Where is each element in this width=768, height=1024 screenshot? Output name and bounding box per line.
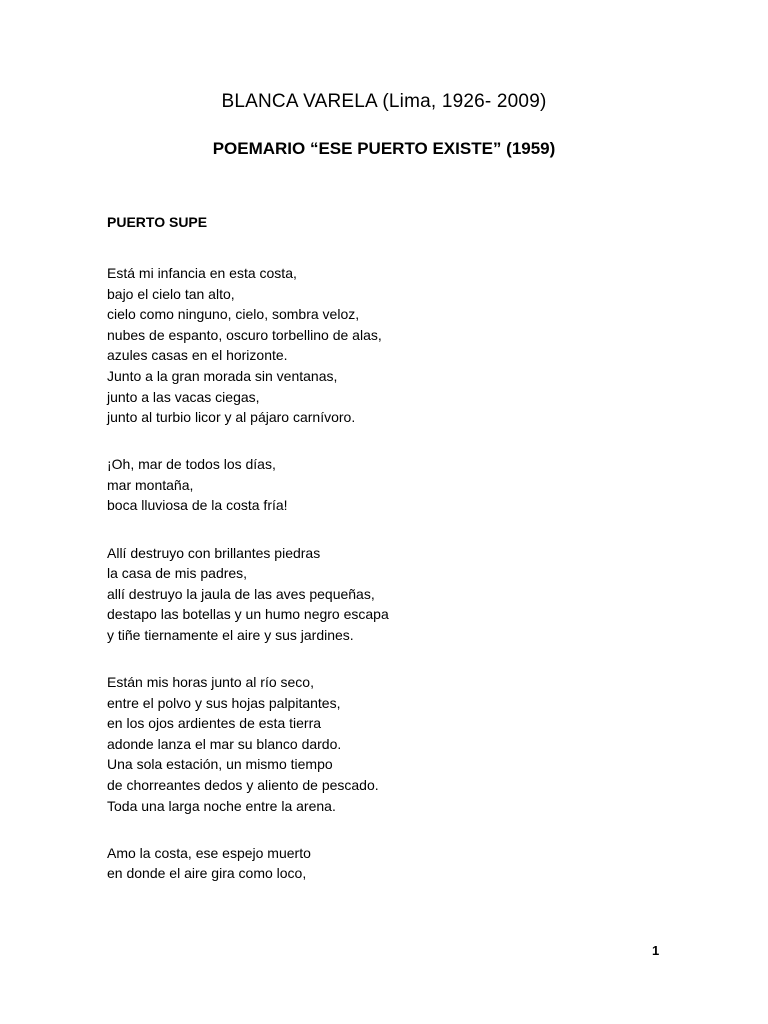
poem-line: junto al turbio licor y al pájaro carnívoro. xyxy=(107,409,356,426)
poem-line: adonde lanza el mar su blanco dardo. xyxy=(107,735,342,752)
poem-title: PUERTO SUPE xyxy=(107,214,208,230)
stanza xyxy=(107,843,707,884)
stanza xyxy=(107,454,707,516)
poem-line: boca lluviosa de la costa fría! xyxy=(107,497,288,514)
poem-line: nubes de espanto, oscuro torbellino de alas, xyxy=(107,326,382,343)
poem-line: allí destruyo la jaula de las aves pequeñas, xyxy=(107,585,375,602)
poem-line: Amo la costa, ese espejo muerto xyxy=(107,844,311,861)
poem-line: ¡Oh, mar de todos los días, xyxy=(107,456,276,473)
poem-line: en los ojos ardientes de esta tierra xyxy=(107,715,322,732)
poem-line: Está mi infancia en esta costa, xyxy=(107,265,297,281)
poem-line: de chorreantes dedos y aliento de pescado. xyxy=(107,776,379,793)
poem-line: Toda una larga noche entre la arena. xyxy=(107,797,336,814)
poem-line: destapo las botellas y un humo negro escapa xyxy=(107,606,389,623)
poem-line: Junto a la gran morada sin ventanas, xyxy=(107,367,338,384)
poem-line: y tiñe tiernamente el aire y sus jardines. xyxy=(107,626,354,643)
poem-line: Allí destruyo con brillantes piedras xyxy=(107,544,321,561)
document-title: BLANCA VARELA (Lima, 1926- 2009) xyxy=(221,91,547,112)
poem-line: Están mis horas junto al río seco, xyxy=(107,674,314,690)
poem-line: bajo el cielo tan alto, xyxy=(107,285,235,302)
poem-line: junto a las vacas ciegas, xyxy=(107,388,260,405)
poem-line: cielo como ninguno, cielo, sombra veloz, xyxy=(107,306,360,323)
stanza xyxy=(107,672,707,816)
poem-line: en donde el aire gira como loco, xyxy=(107,865,307,882)
poem-line: la casa de mis padres, xyxy=(107,565,248,582)
poem-body xyxy=(107,263,707,910)
poem-line: mar montaña, xyxy=(107,476,194,493)
collection-title: POEMARIO “ESE PUERTO EXISTE” (1959) xyxy=(212,139,556,158)
stanza xyxy=(107,543,707,646)
page-number: 1 xyxy=(652,943,660,958)
poem-line: Una sola estación, un mismo tiempo xyxy=(107,756,333,773)
poem-line: entre el polvo y sus hojas palpitantes, xyxy=(107,694,341,711)
stanza xyxy=(107,263,707,428)
poem-line: azules casas en el horizonte. xyxy=(107,347,288,364)
